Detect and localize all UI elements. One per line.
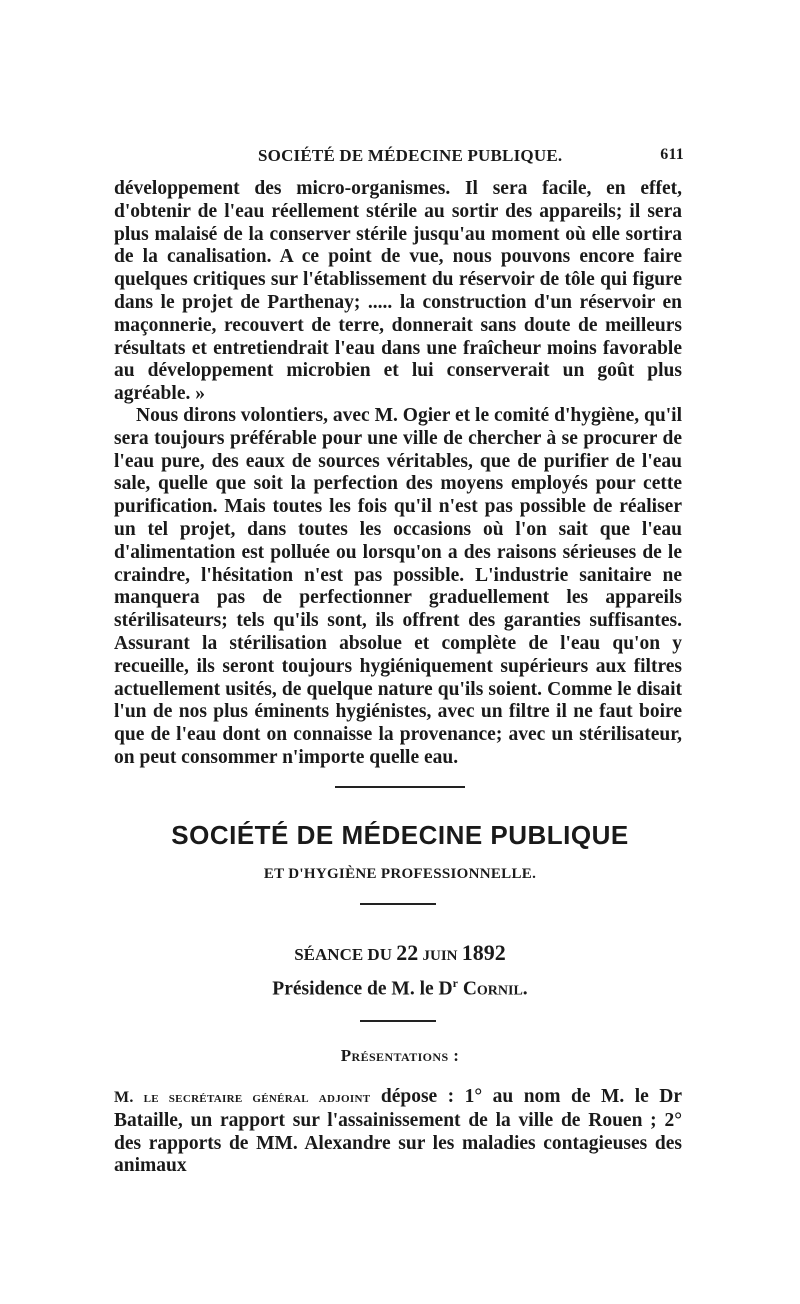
presidency-title-sup: r xyxy=(452,976,458,990)
presidency-line xyxy=(0,976,800,1001)
paragraph-continuation: développement des micro-organismes. Il sera facile, en effet, d'obtenir de l'eau réellement stérile au sortir des appareils; il sera plus malaisé de la conserver stérile jusqu'au moment où elle sortira de la canalisation. A ce point de vue, nous pouvons encore faire quelques critiques sur l'établissement du réservoir de tôle qui figure dans le projet de Parthenay; ..... la construction d'un réservoir en maçonnerie, recouvert de terre, donnerait sans doute de meilleurs résultats et entretiendrait l'eau dans une fraîcheur moins favorable au développement microbien et lui conserverait un goût plus agréable. » xyxy=(114,178,682,405)
presidency-name: Cornil. xyxy=(462,978,528,1000)
page-number: 611 xyxy=(660,146,684,163)
presentations-heading: Présentations : xyxy=(340,1046,460,1065)
running-head xyxy=(114,146,682,172)
title-rule xyxy=(360,903,436,905)
presidency-prefix: Présidence de M. le D xyxy=(272,978,453,1000)
presentations-paragraph xyxy=(114,1086,682,1178)
section-title: SOCIÉTÉ DE MÉDECINE PUBLIQUE xyxy=(171,820,629,850)
session-date xyxy=(0,940,800,966)
section-divider xyxy=(335,786,465,788)
paragraph-conclusion: Nous dirons volontiers, avec M. Ogier et le comité d'hygiène, qu'il sera toujours préférable pour une ville de chercher à se procurer de l'eau pure, des eaux de sources véritables, que de purifier de l'eau sale, quelle que soit la perfection des moyens employés pour cette purification. Mais toutes les fois qu'il n'est pas possible de réaliser un tel projet, dans toutes les occasions où l'on sait que l'eau d'alimentation est polluée ou lorsqu'on a des raisons sérieuses de le craindre, l'hésitation n'est pas possible. L'industrie sanitaire ne manquera pas de perfectionner graduellement les appareils stérilisateurs; tels qu'ils sont, ils offrent des garanties suffisantes. Assurant la stérilisation absolue et complète de l'eau qu'on y recueille, ils seront toujours hygiéniquement supérieurs aux filtres actuellement usités, de quelque nature qu'ils soient. Comme le disait l'un de nos plus éminents hygiénistes, avec un filtre il ne faut boire que de l'eau dont on connaisse la provenance; avec un stérilisateur, on peut consommer n'importe quelle eau. xyxy=(114,405,682,768)
presentations-speaker: M. le secrétaire général adjoint xyxy=(114,1089,371,1106)
presentations-text: dépose : 1° au nom de M. le Dr Bataille, un rapport sur l'assainissement de la ville de Rouen ; 2° des rapports de MM. Alexandre sur les maladies contagieuses des animaux xyxy=(114,1086,683,1177)
session-prefix: SÉANCE DU xyxy=(294,945,392,964)
session-year: 1892 xyxy=(461,940,506,965)
presidency-rule xyxy=(360,1020,436,1022)
session-month: JUIN xyxy=(422,948,458,964)
session-day: 22 xyxy=(396,940,419,965)
section-subtitle: ET D'HYGIÈNE PROFESSIONNELLE. xyxy=(263,866,537,882)
running-head-title: SOCIÉTÉ DE MÉDECINE PUBLIQUE. xyxy=(258,146,563,165)
